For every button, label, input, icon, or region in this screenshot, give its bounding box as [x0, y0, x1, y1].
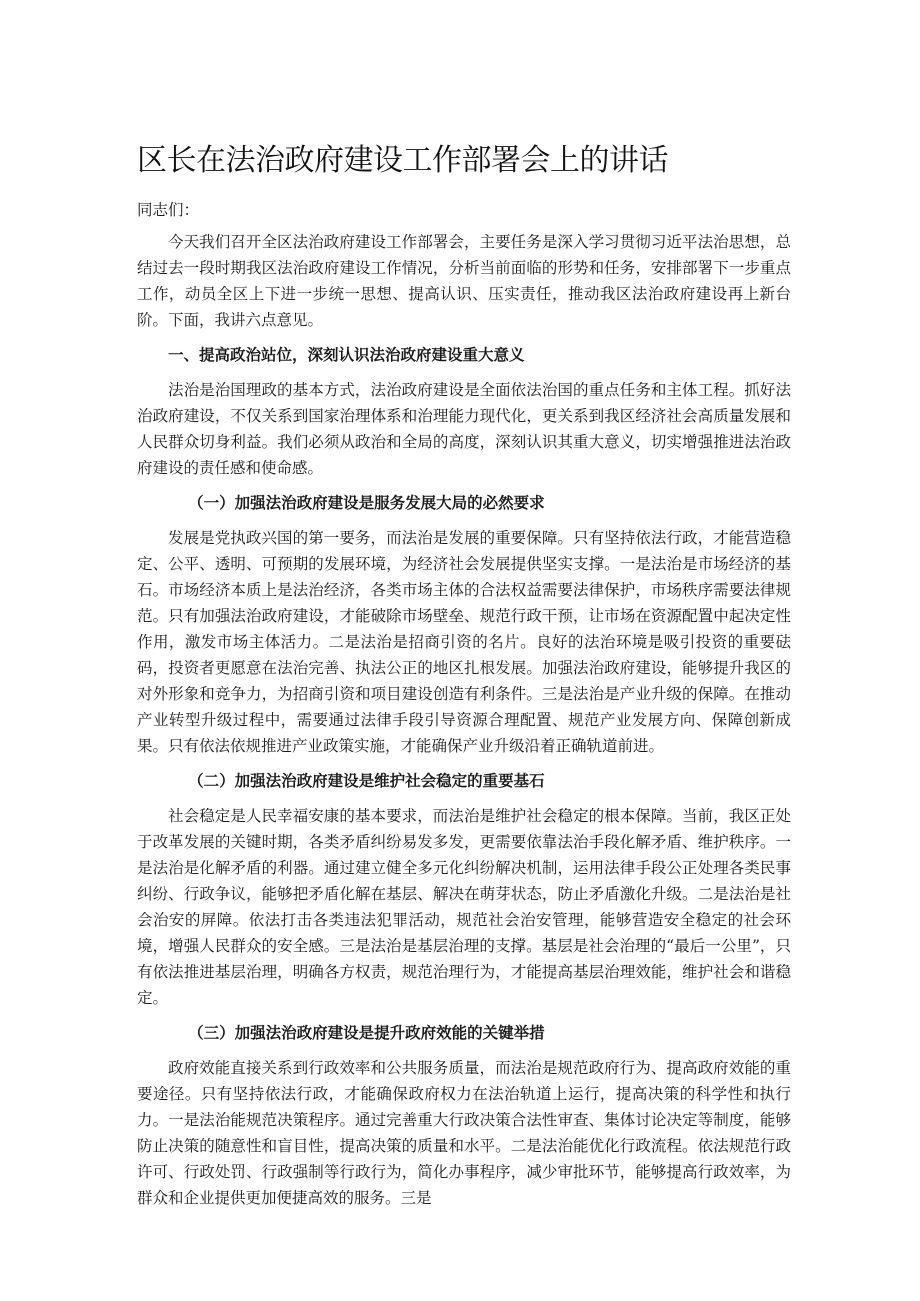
subsection-1-paragraph: 发展是党执政兴国的第一要务，而法治是发展的重要保障。只有坚持依法行政，才能营造稳定、公平、透明、可预期的发展环境，为经济社会发展提供坚实支撑。一是法治是市场经济的基石。市场经济本质上是法治经济，各类市场主体的合法权益需要法律保护，市场秩序需要法律规范。只有加强法治政府建设，才能破除市场壁垒、规范行政干预，让市场在资源配置中起决定性作用，激发市场主体活力。二是法治是招商引资的名片。良好的法治环境是吸引投资的重要砝码，投资者更愿意在法治完善、执法公正的地区扎根发展。加强法治政府建设，能够提升我区的对外形象和竞争力，为招商引资和项目建设创造有利条件。三是法治是产业升级的保障。在推动产业转型升级过程中，需要通过法律手段引导资源合理配置、规范产业发展方向、保障创新成果。只有依法依规推进产业政策实施，才能确保产业升级沿着正确轨道前进。 — [137, 529, 791, 755]
document-title: 区长在法治政府建设工作部署会上的讲话 — [137, 143, 668, 178]
subsection-heading-2: （二）加强法治政府建设是维护社会稳定的重要基石 — [188, 771, 545, 790]
subsection-heading-3: （三）加强法治政府建设是提升政府效能的关键举措 — [188, 1023, 545, 1042]
subsection-3-paragraph: 政府效能直接关系到行政效率和公共服务质量，而法治是规范政府行为、提高政府效能的重要途径。只有坚持依法行政，才能确保政府权力在法治轨道上运行，提高决策的科学性和执行力。一是法治能规范决策程序。通过完善重大行政决策合法性审查、集体讨论决定等制度，能够防止决策的随意性和盲目性，提高决策的质量和水平。二是法治能优化行政流程。依法规范行政许可、行政处罚、行政强制等行政行为，简化办事程序，减少审批环节，能够提高行政效率，为群众和企业提供更加便捷高效的服务。三是 — [137, 1059, 791, 1207]
subsection-heading-1: （一）加强法治政府建设是服务发展大局的必然要求 — [188, 493, 545, 512]
section-1-paragraph: 法治是治国理政的基本方式，法治政府建设是全面依法治国的重点任务和主体工程。抓好法治政府建设，不仅关系到国家治理体系和治理能力现代化，更关系到我区经济社会高质量发展和人民群众切身利益。我们必须从政治和全局的高度，深刻认识其重大意义，切实增强推进法治政府建设的责任感和使命感。 — [137, 381, 791, 477]
salutation: 同志们： — [137, 201, 200, 219]
subsection-2-paragraph: 社会稳定是人民幸福安康的基本要求，而法治是维护社会稳定的根本保障。当前，我区正处于改革发展的关键时期，各类矛盾纠纷易发多发，更需要依靠法治手段化解矛盾、维护秩序。一是法治是化解矛盾的利器。通过建立健全多元化纠纷解决机制，运用法律手段公正处理各类民事纠纷、行政争议，能够把矛盾化解在基层、解决在萌芽状态，防止矛盾激化升级。二是法治是社会治安的屏障。依法打击各类违法犯罪活动，规范社会治安管理，能够营造安全稳定的社会环境，增强人民群众的安全感。三是法治是基层治理的支撑。基层是社会治理的“最后一公里”，只有依法推进基层治理，明确各方权责，规范治理行为，才能提高基层治理效能，维护社会和谐稳定。 — [137, 807, 791, 1007]
section-heading-1: 一、提高政治站位，深刻认识法治政府建设重大意义 — [168, 345, 525, 364]
intro-paragraph: 今天我们召开全区法治政府建设工作部署会，主要任务是深入学习贯彻习近平法治思想，总结过去一段时期我区法治政府建设工作情况，分析当前面临的形势和任务，安排部署下一步重点工作，动员全区上下进一步统一思想、提高认识、压实责任，推动我区法治政府建设再上新台阶。下面，我讲六点意见。 — [137, 233, 791, 329]
document-body — [137, 229, 791, 1220]
